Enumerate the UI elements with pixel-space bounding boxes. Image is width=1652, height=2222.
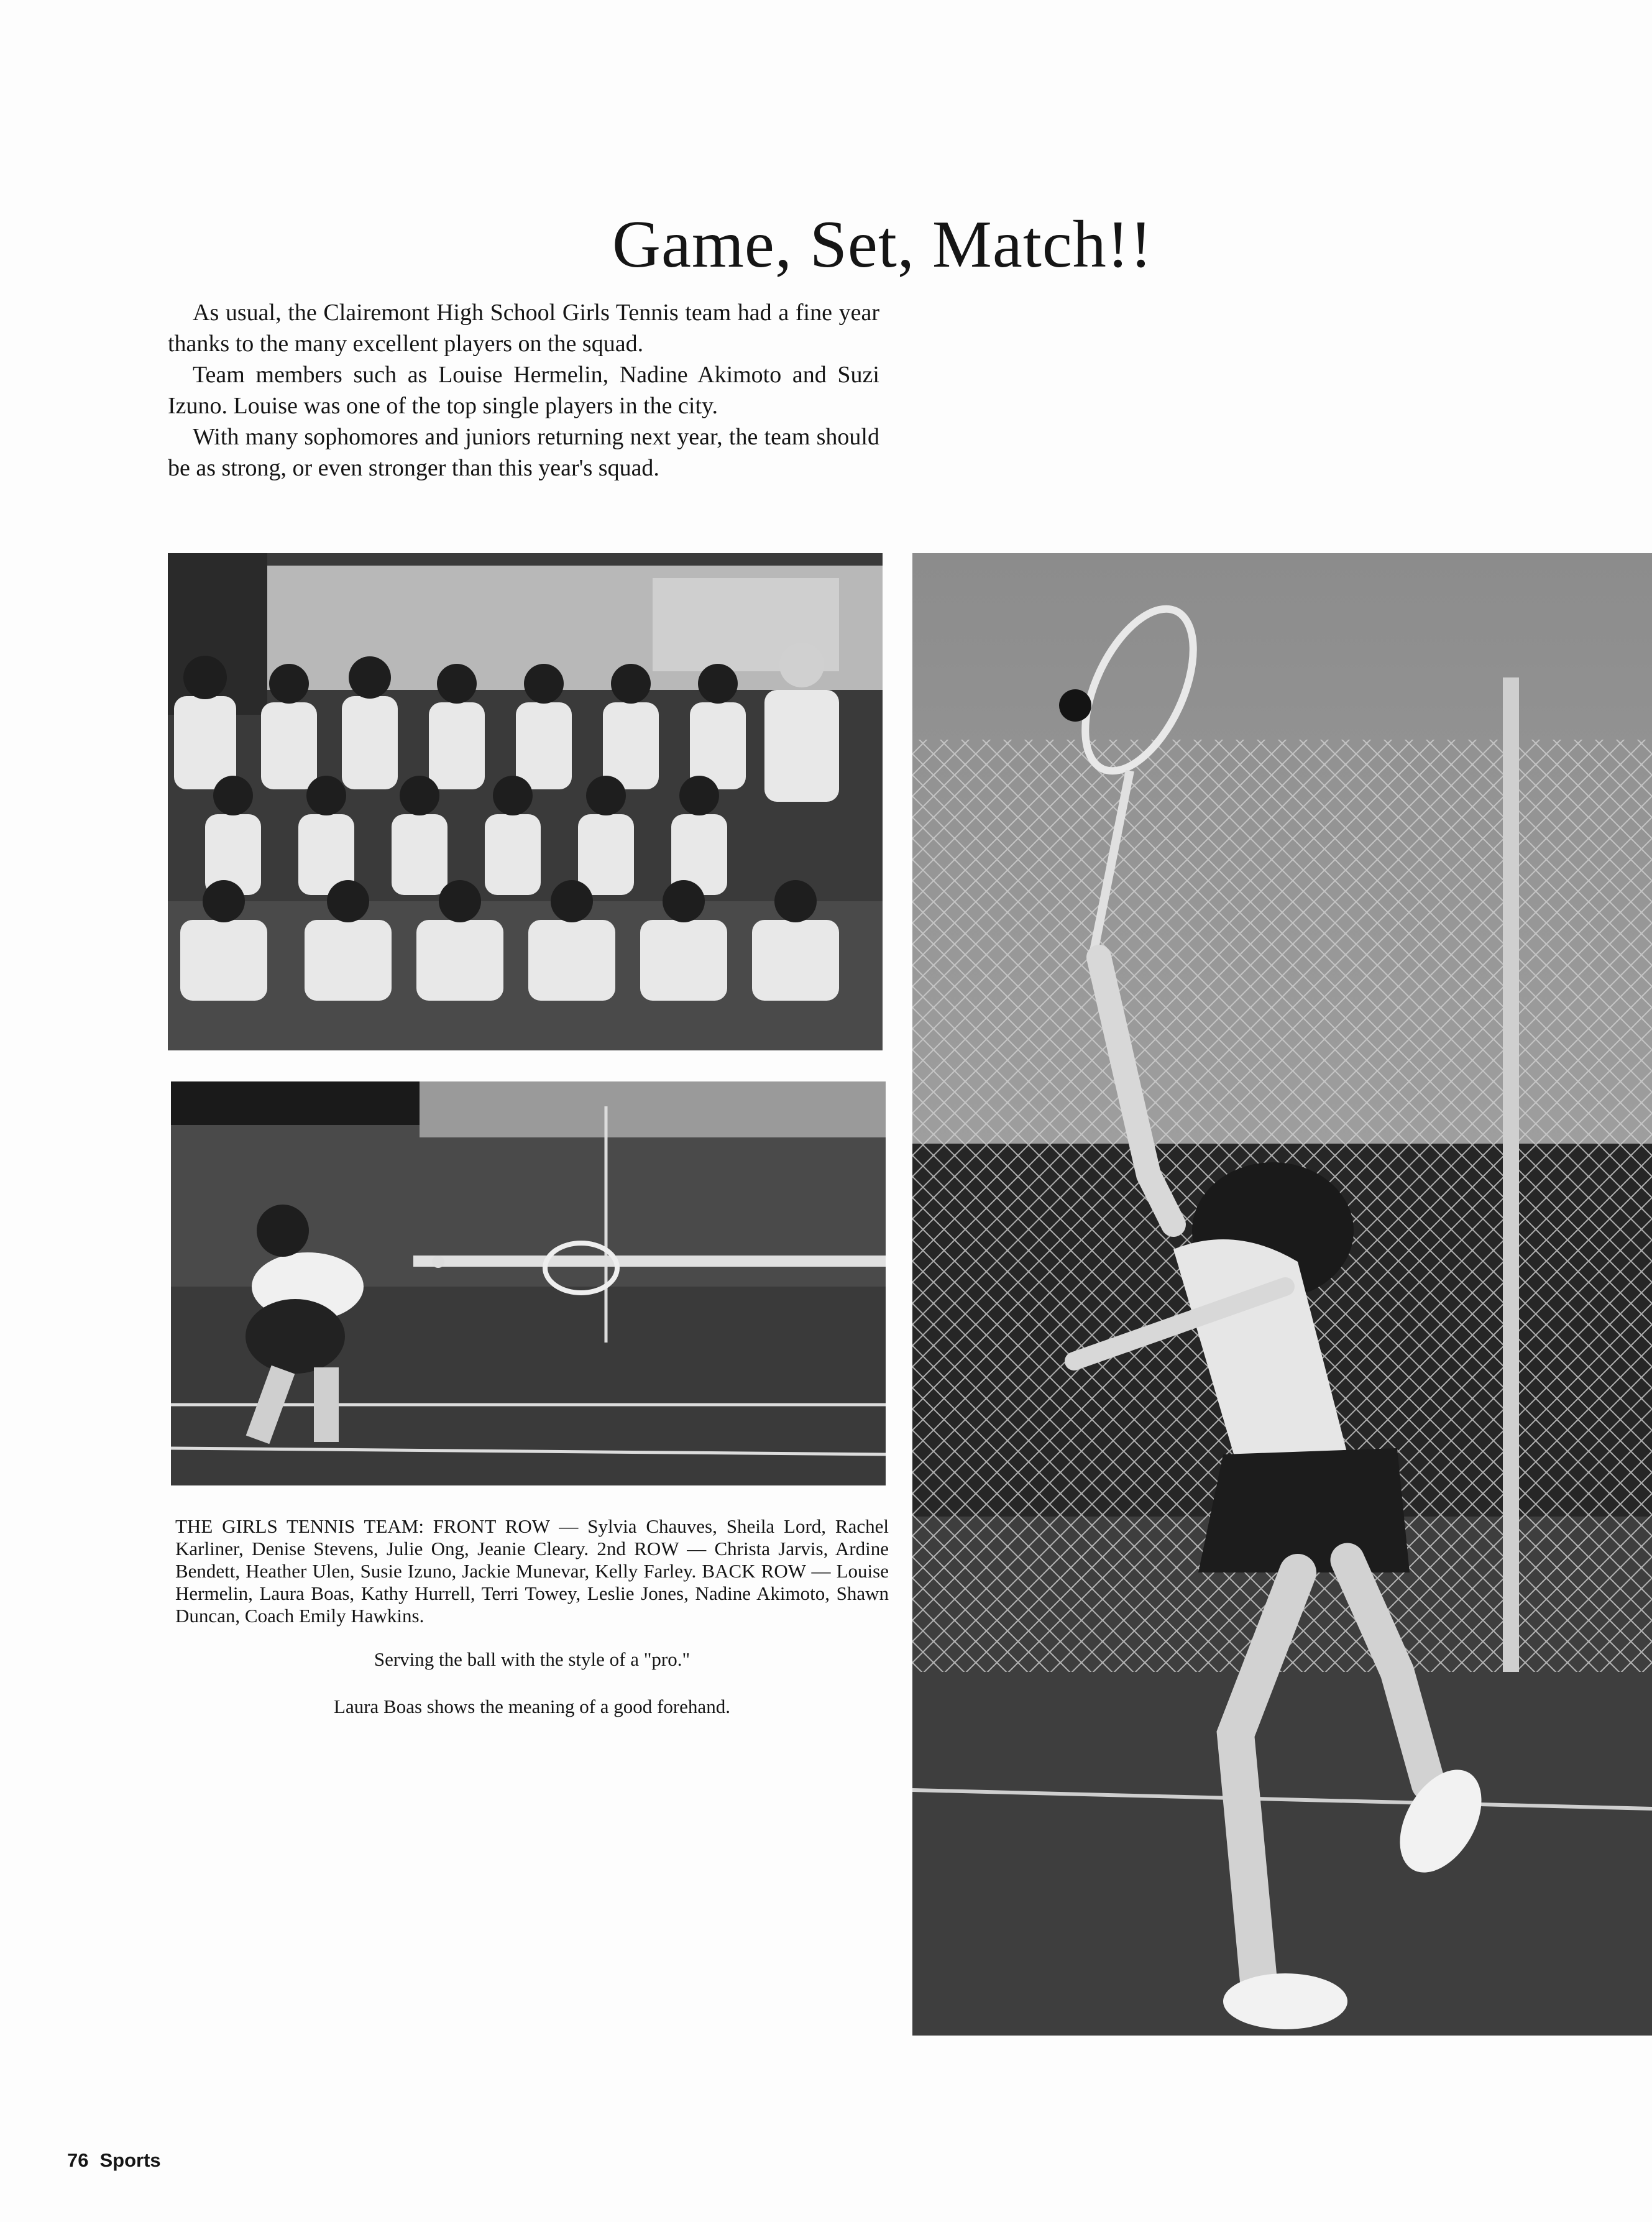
serve-photo (912, 553, 1652, 2036)
serve-caption: Serving the ball with the style of a "pro." (374, 1648, 691, 1670)
article-paragraph: As usual, the Clairemont High School Girls Tennis team had a fine year thanks to the many excellent players on the squad. (168, 300, 879, 357)
page-number: 76 (67, 2149, 89, 2171)
page-footer (67, 2149, 172, 2172)
article-body (168, 297, 879, 484)
article-paragraph: With many sophomores and juniors returning next year, the team should be as strong, or even stronger than this year's squad. (168, 424, 879, 481)
team-caption-text: THE GIRLS TENNIS TEAM: FRONT ROW — Sylvia Chauves, Sheila Lord, Rachel Karliner, Denise Stevens, Julie Ong, Jeanie Cleary. 2nd ROW — Christa Jarvis, Ardine Bendett, Heather Ulen, Susie Izuno, Jackie Munevar, Kelly Farley. BACK ROW — Louise Hermelin, Laura Boas, Kathy Hurrell, Terri Towey, Leslie Jones, Nadine Akimoto, Shawn Duncan, Coach Emily Hawkins. (175, 1515, 889, 1627)
page-title: Game, Set, Match!! (612, 208, 1153, 282)
team-caption (175, 1515, 889, 1627)
forehand-photo (171, 1081, 886, 1485)
team-photo (168, 553, 883, 1050)
section-name: Sports (99, 2149, 161, 2171)
article-paragraph: Team members such as Louise Hermelin, Nadine Akimoto and Suzi Izuno. Louise was one of the top single players in the city. (168, 362, 879, 419)
forehand-caption: Laura Boas shows the meaning of a good forehand. (334, 1696, 730, 1717)
